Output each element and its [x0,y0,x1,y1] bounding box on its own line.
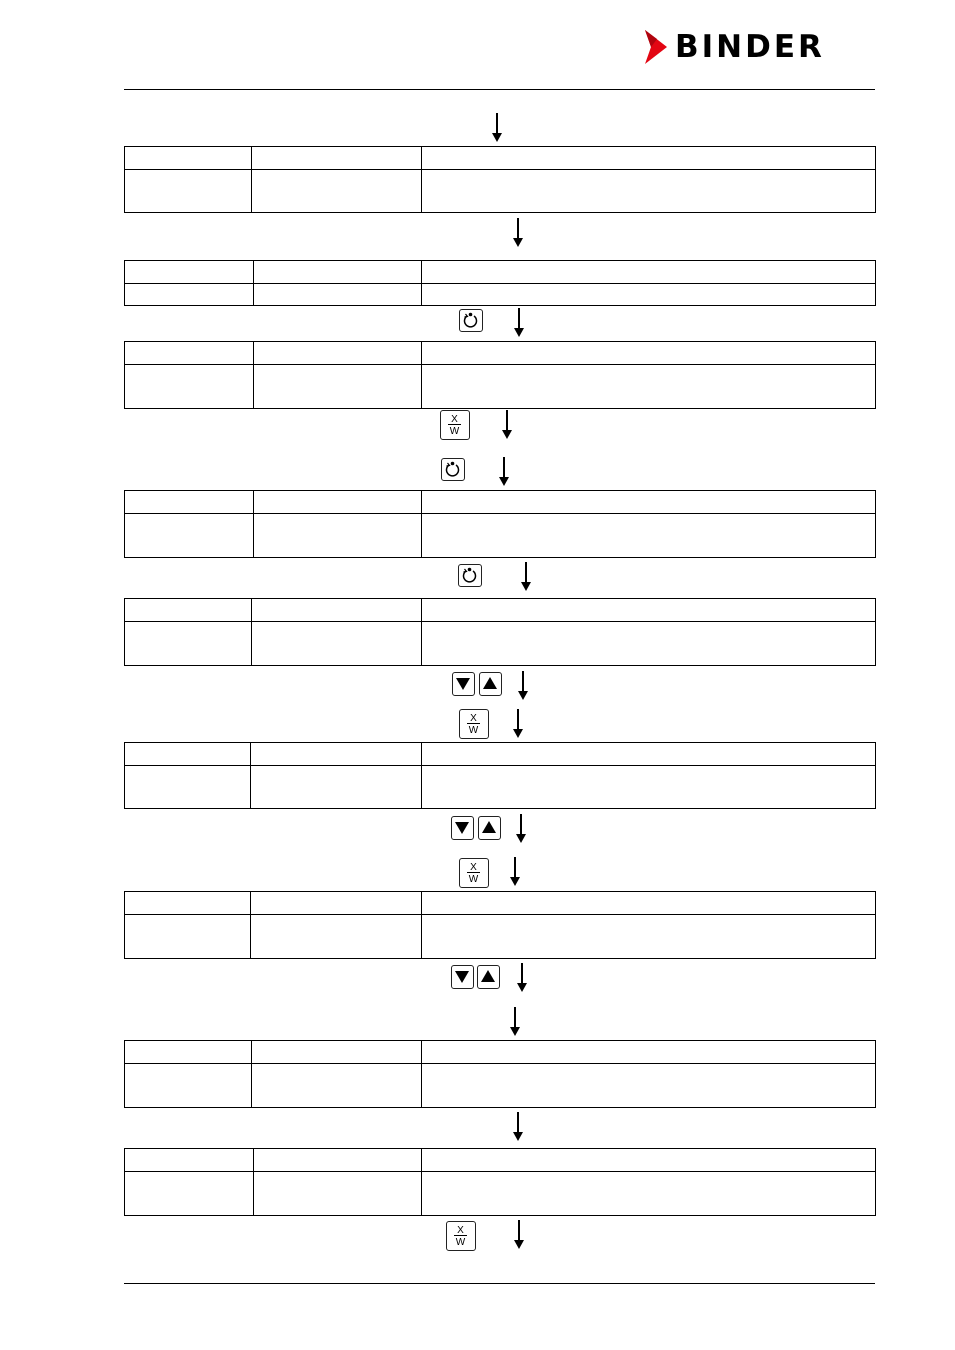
table-cell [125,915,251,959]
table-row [125,1064,876,1108]
table-cell [252,147,422,170]
table-cell [125,284,254,306]
table-row [125,514,876,558]
brand-mark-icon [645,30,667,64]
setpoint-xw-icon [459,709,489,739]
table-cell [254,491,422,514]
up-triangle-icon [478,816,501,840]
up-triangle-icon [479,672,502,696]
table-row [125,1041,876,1064]
table-cell [422,170,876,213]
down-arrow-icon [516,814,526,843]
xw-bottom-letter: W [455,1237,466,1248]
table-cell [422,365,876,409]
table-cell [252,170,422,213]
table-row [125,743,876,766]
table-cell [254,365,422,409]
table-cell [125,147,252,170]
table-row [125,915,876,959]
table-cell [252,622,422,666]
down-triangle-icon [451,965,474,989]
table-row [125,342,876,365]
table-row [125,1149,876,1172]
table-cell [125,261,254,284]
table-cell [125,892,251,915]
table-cell [252,599,422,622]
setpoint-xw-icon [440,410,470,440]
table-row [125,170,876,213]
header-rule [124,89,875,90]
table-cell [422,766,876,809]
footer-rule [124,1283,875,1284]
down-triangle-icon [452,672,475,696]
xw-top-letter: X [470,713,477,724]
setpoint-xw-icon [446,1221,476,1251]
table-row [125,261,876,284]
table-cell [251,766,422,809]
down-arrow-icon [499,457,509,486]
xw-bottom-letter: W [449,426,460,437]
down-arrow-icon [513,709,523,738]
table-cell [125,491,254,514]
table-cell [422,514,876,558]
down-arrow-icon [514,1220,524,1249]
down-arrow-icon [518,671,528,700]
table-cell [422,284,876,306]
table-cell [251,743,422,766]
table-cell [254,342,422,365]
table-cell [125,743,251,766]
table-cell [422,915,876,959]
table-1 [124,146,876,213]
table-7 [124,891,876,959]
table-cell [125,342,254,365]
xw-top-letter: X [470,862,477,873]
table-row [125,1172,876,1216]
table-cell [254,1172,422,1216]
table-cell [252,1041,422,1064]
table-row [125,491,876,514]
table-row [125,622,876,666]
table-cell [125,622,252,666]
table-cell [422,743,876,766]
table-cell [125,1149,254,1172]
down-triangle-icon [451,816,474,840]
table-cell [254,284,422,306]
down-arrow-icon [502,410,512,439]
table-cell [422,147,876,170]
up-triangle-icon [477,965,500,989]
table-cell [422,622,876,666]
table-cell [125,599,252,622]
table-3 [124,341,876,409]
down-arrow-icon [513,218,523,247]
table-row [125,599,876,622]
table-2 [124,260,876,306]
binder-logo [645,30,825,64]
table-cell [125,170,252,213]
table-cell [251,915,422,959]
table-row [125,365,876,409]
down-arrow-icon [513,1112,523,1141]
setpoint-xw-icon [459,858,489,888]
table-cell [125,766,251,809]
brand-name: BINDER [675,29,825,65]
program-rotate-icon [458,564,482,587]
down-arrow-icon [521,562,531,591]
table-5 [124,598,876,666]
table-row [125,892,876,915]
xw-bottom-letter: W [468,874,479,885]
xw-bottom-letter: W [468,725,479,736]
table-cell [125,1064,252,1108]
program-rotate-icon [441,458,465,481]
table-cell [125,365,254,409]
table-cell [422,1149,876,1172]
table-6 [124,742,876,809]
xw-top-letter: X [457,1225,464,1236]
down-arrow-icon [510,1007,520,1036]
table-cell [254,514,422,558]
table-cell [125,514,254,558]
down-arrow-icon [492,113,502,142]
table-row [125,766,876,809]
table-cell [422,261,876,284]
table-8 [124,1040,876,1108]
table-row [125,284,876,306]
table-cell [422,1064,876,1108]
table-cell [125,1172,254,1216]
table-cell [422,342,876,365]
table-cell [254,1149,422,1172]
table-cell [252,1064,422,1108]
down-arrow-icon [514,308,524,337]
xw-top-letter: X [451,414,458,425]
table-row [125,147,876,170]
table-cell [422,892,876,915]
down-arrow-icon [517,963,527,992]
table-cell [254,261,422,284]
program-rotate-icon [459,309,483,332]
table-4 [124,490,876,558]
down-arrow-icon [510,857,520,886]
table-cell [251,892,422,915]
table-cell [422,1172,876,1216]
table-9 [124,1148,876,1216]
table-cell [422,1041,876,1064]
table-cell [125,1041,252,1064]
table-cell [422,491,876,514]
table-cell [422,599,876,622]
